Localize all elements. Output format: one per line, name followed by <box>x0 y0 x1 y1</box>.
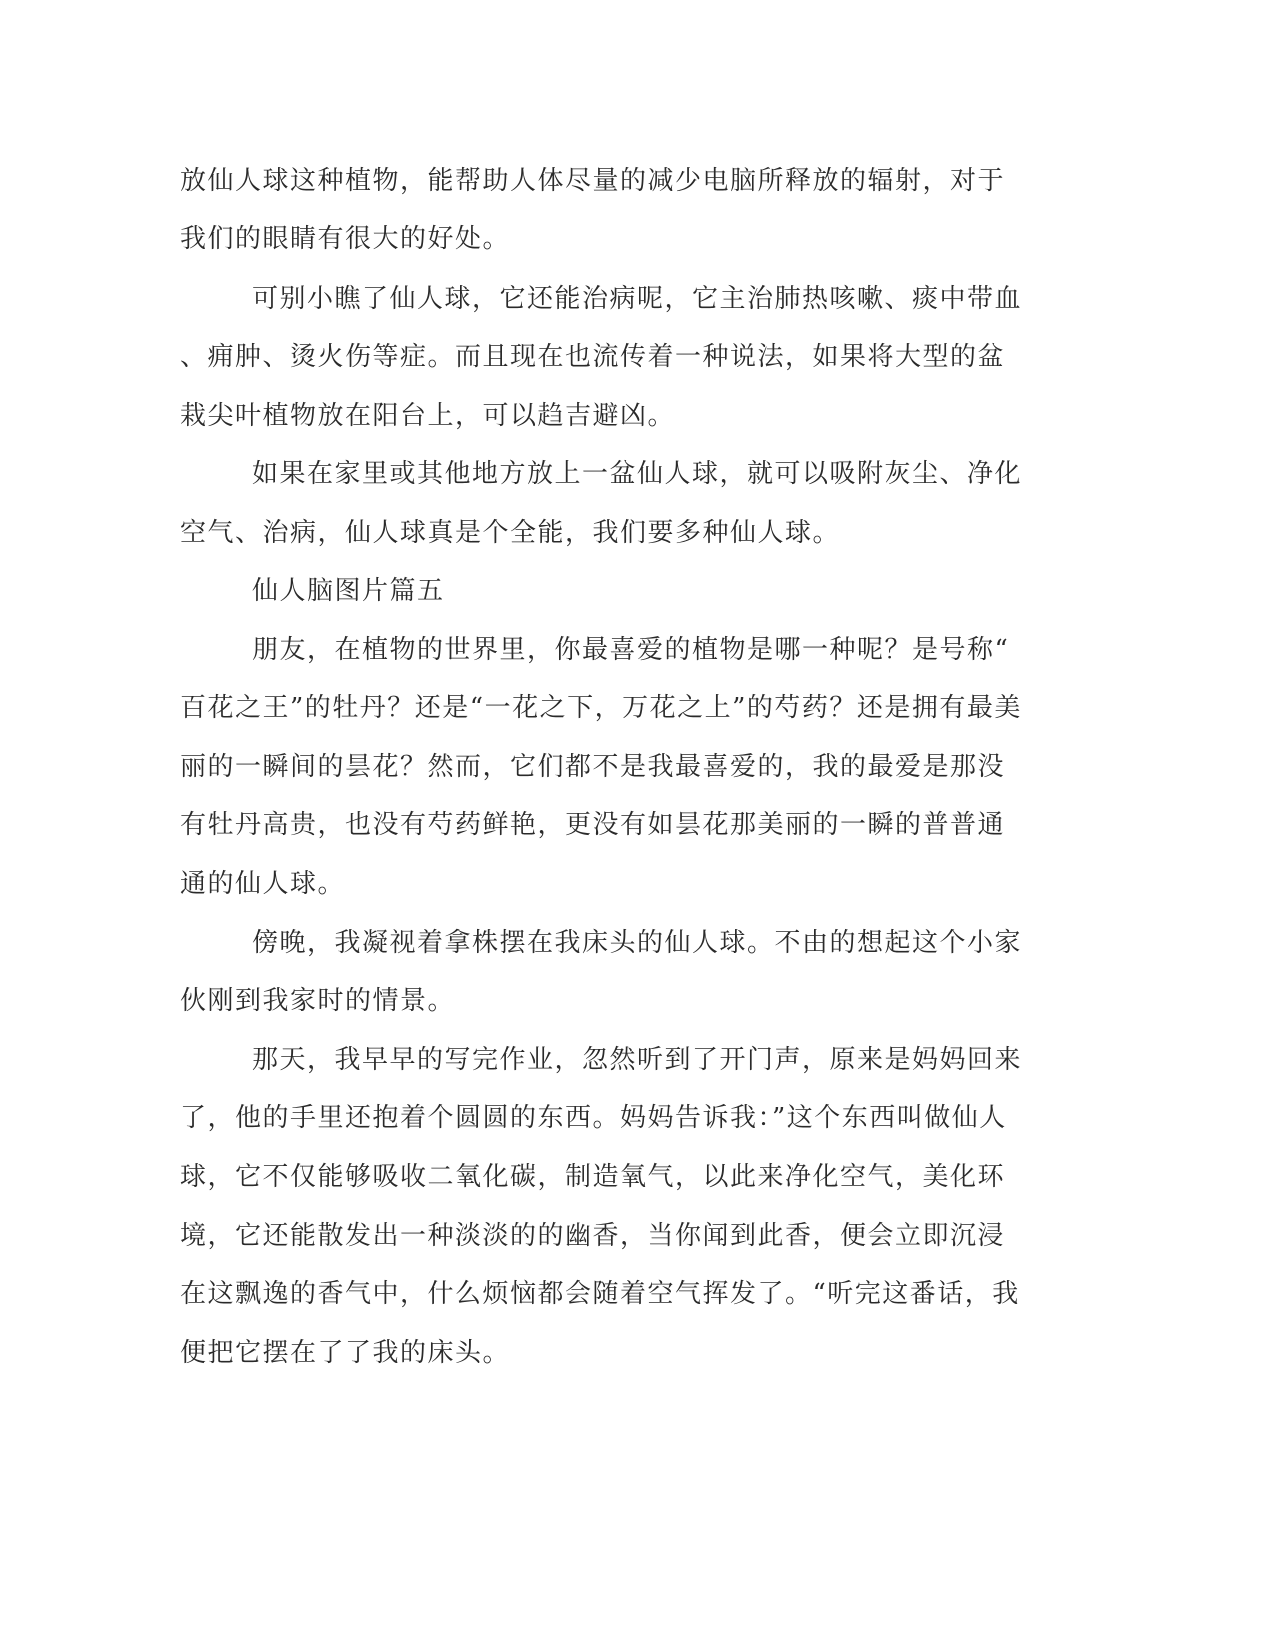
text-line: 、痈肿、烫火伤等症。而且现在也流传着一种说法，如果将大型的盆 <box>180 342 1006 372</box>
text-line: 有牡丹高贵，也没有芍药鲜艳，更没有如昙花那美丽的一瞬的普普通 <box>180 810 1006 840</box>
paragraph-start-line: 如果在家里或其他地方放上一盆仙人球，就可以吸附灰尘、净化 <box>252 459 1023 489</box>
text-line: 伙刚到我家时的情景。 <box>180 986 456 1016</box>
text-line: 栽尖叶植物放在阳台上，可以趋吉避凶。 <box>180 401 676 431</box>
paragraph-start-line: 那天，我早早的写完作业，忽然听到了开门声，原来是妈妈回来 <box>252 1045 1023 1075</box>
section-heading: 仙人脑图片篇五 <box>252 576 445 606</box>
text-line: 便把它摆在了了我的床头。 <box>180 1338 511 1368</box>
text-line: 在这飘逸的香气中，什么烦恼都会随着空气挥发了。“听完这番话，我 <box>180 1279 1020 1309</box>
paragraph-start-line: 傍晚，我凝视着拿株摆在我床头的仙人球。不由的想起这个小家 <box>252 928 1023 958</box>
text-line: 空气、治病，仙人球真是个全能，我们要多种仙人球。 <box>180 518 841 548</box>
text-line: 境，它还能散发出一种淡淡的的幽香，当你闻到此香，便会立即沉浸 <box>180 1221 1006 1251</box>
paragraph-start-line: 朋友，在植物的世界里，你最喜爱的植物是哪一种呢？是号称“ <box>252 635 1010 665</box>
text-line: 球，它不仅能够吸收二氧化碳，制造氧气，以此来净化空气，美化环 <box>180 1162 1006 1192</box>
text-line: 百花之王”的牡丹？还是“一花之下，万花之上”的芍药？还是拥有最美 <box>180 693 1022 723</box>
paragraph-start-line: 可别小瞧了仙人球，它还能治病呢，它主治肺热咳嗽、痰中带血 <box>252 284 1023 314</box>
text-line: 通的仙人球。 <box>180 869 346 899</box>
text-line: 我们的眼睛有很大的好处。 <box>180 224 511 254</box>
text-line: 放仙人球这种植物，能帮助人体尽量的减少电脑所释放的辐射，对于 <box>180 166 1006 196</box>
text-line: 了，他的手里还抱着个圆圆的东西。妈妈告诉我：”这个东西叫做仙人 <box>180 1103 1007 1133</box>
text-line: 丽的一瞬间的昙花？然而，它们都不是我最喜爱的，我的最爱是那没 <box>180 752 1006 782</box>
